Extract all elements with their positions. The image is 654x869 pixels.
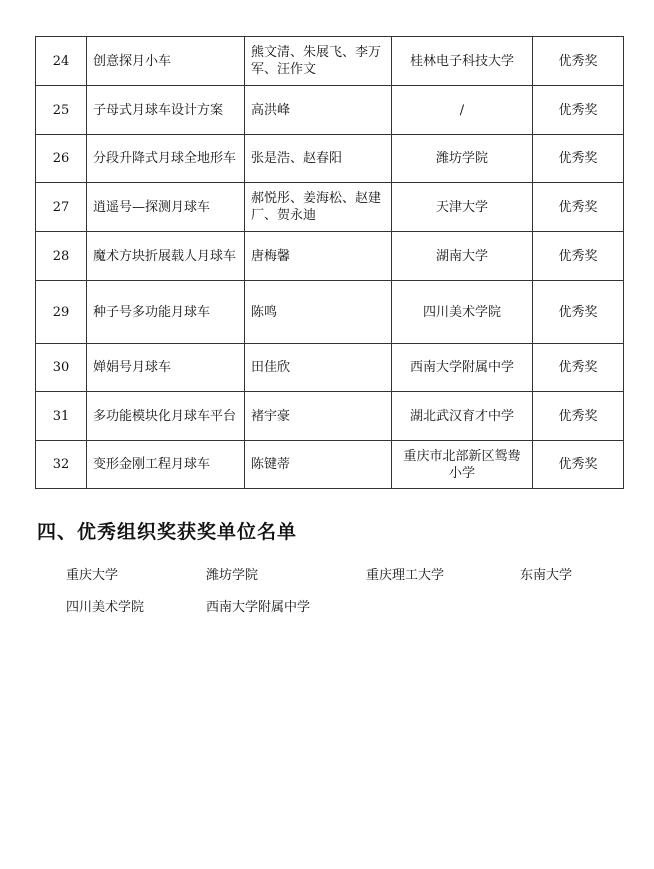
team-members: 唐梅馨 <box>245 232 392 281</box>
table-row <box>36 392 624 441</box>
org-item: 重庆大学 <box>66 568 119 583</box>
award-level: 优秀奖 <box>533 183 624 232</box>
affiliation: 潍坊学院 <box>392 135 533 183</box>
team-members: 褚宇豪 <box>245 392 392 441</box>
affiliation: 重庆市北部新区鸳鸯小学 <box>392 441 533 489</box>
award-level: 优秀奖 <box>533 37 624 86</box>
award-level: 优秀奖 <box>533 135 624 183</box>
team-members: 陈键蒂 <box>245 441 392 489</box>
affiliation: 湖北武汉育才中学 <box>392 392 533 441</box>
section-heading: 四、优秀组织奖获奖单位名单 <box>37 521 298 543</box>
award-level: 优秀奖 <box>533 392 624 441</box>
team-members: 张是浩、赵春阳 <box>245 135 392 183</box>
org-item: 西南大学附属中学 <box>206 600 311 615</box>
org-item: 潍坊学院 <box>206 568 259 583</box>
affiliation: 桂林电子科技大学 <box>392 37 533 86</box>
work-title: 分段升降式月球全地形车 <box>87 135 245 183</box>
work-title: 婵娟号月球车 <box>87 344 245 392</box>
row-number: 24 <box>36 37 87 86</box>
team-members: 郝悦彤、姜海松、赵建厂、贺永迪 <box>245 183 392 232</box>
table-row <box>36 344 624 392</box>
affiliation: 四川美术学院 <box>392 281 533 344</box>
award-level: 优秀奖 <box>533 441 624 489</box>
work-title: 种子号多功能月球车 <box>87 281 245 344</box>
table-row <box>36 281 624 344</box>
team-members: 熊文清、朱展飞、李万军、汪作文 <box>245 37 392 86</box>
awards-table <box>35 36 624 489</box>
org-item: 重庆理工大学 <box>366 568 445 583</box>
affiliation: / <box>392 86 533 135</box>
work-title: 逍遥号—探测月球车 <box>87 183 245 232</box>
team-members: 高洪峰 <box>245 86 392 135</box>
work-title: 魔术方块折展载人月球车 <box>87 232 245 281</box>
work-title: 变形金刚工程月球车 <box>87 441 245 489</box>
org-item: 东南大学 <box>520 568 573 583</box>
work-title: 创意探月小车 <box>87 37 245 86</box>
affiliation: 湖南大学 <box>392 232 533 281</box>
affiliation: 天津大学 <box>392 183 533 232</box>
team-members: 田佳欣 <box>245 344 392 392</box>
award-level: 优秀奖 <box>533 232 624 281</box>
table-row <box>36 37 624 86</box>
row-number: 29 <box>36 281 87 344</box>
table-row <box>36 183 624 232</box>
row-number: 27 <box>36 183 87 232</box>
table-row <box>36 441 624 489</box>
row-number: 26 <box>36 135 87 183</box>
row-number: 32 <box>36 441 87 489</box>
work-title: 子母式月球车设计方案 <box>87 86 245 135</box>
row-number: 28 <box>36 232 87 281</box>
row-number: 30 <box>36 344 87 392</box>
award-level: 优秀奖 <box>533 344 624 392</box>
row-number: 25 <box>36 86 87 135</box>
table-row <box>36 232 624 281</box>
table-row <box>36 135 624 183</box>
row-number: 31 <box>36 392 87 441</box>
award-level: 优秀奖 <box>533 86 624 135</box>
award-level: 优秀奖 <box>533 281 624 344</box>
work-title: 多功能模块化月球车平台 <box>87 392 245 441</box>
table-row <box>36 86 624 135</box>
org-item: 四川美术学院 <box>66 600 145 615</box>
affiliation: 西南大学附属中学 <box>392 344 533 392</box>
team-members: 陈鸣 <box>245 281 392 344</box>
